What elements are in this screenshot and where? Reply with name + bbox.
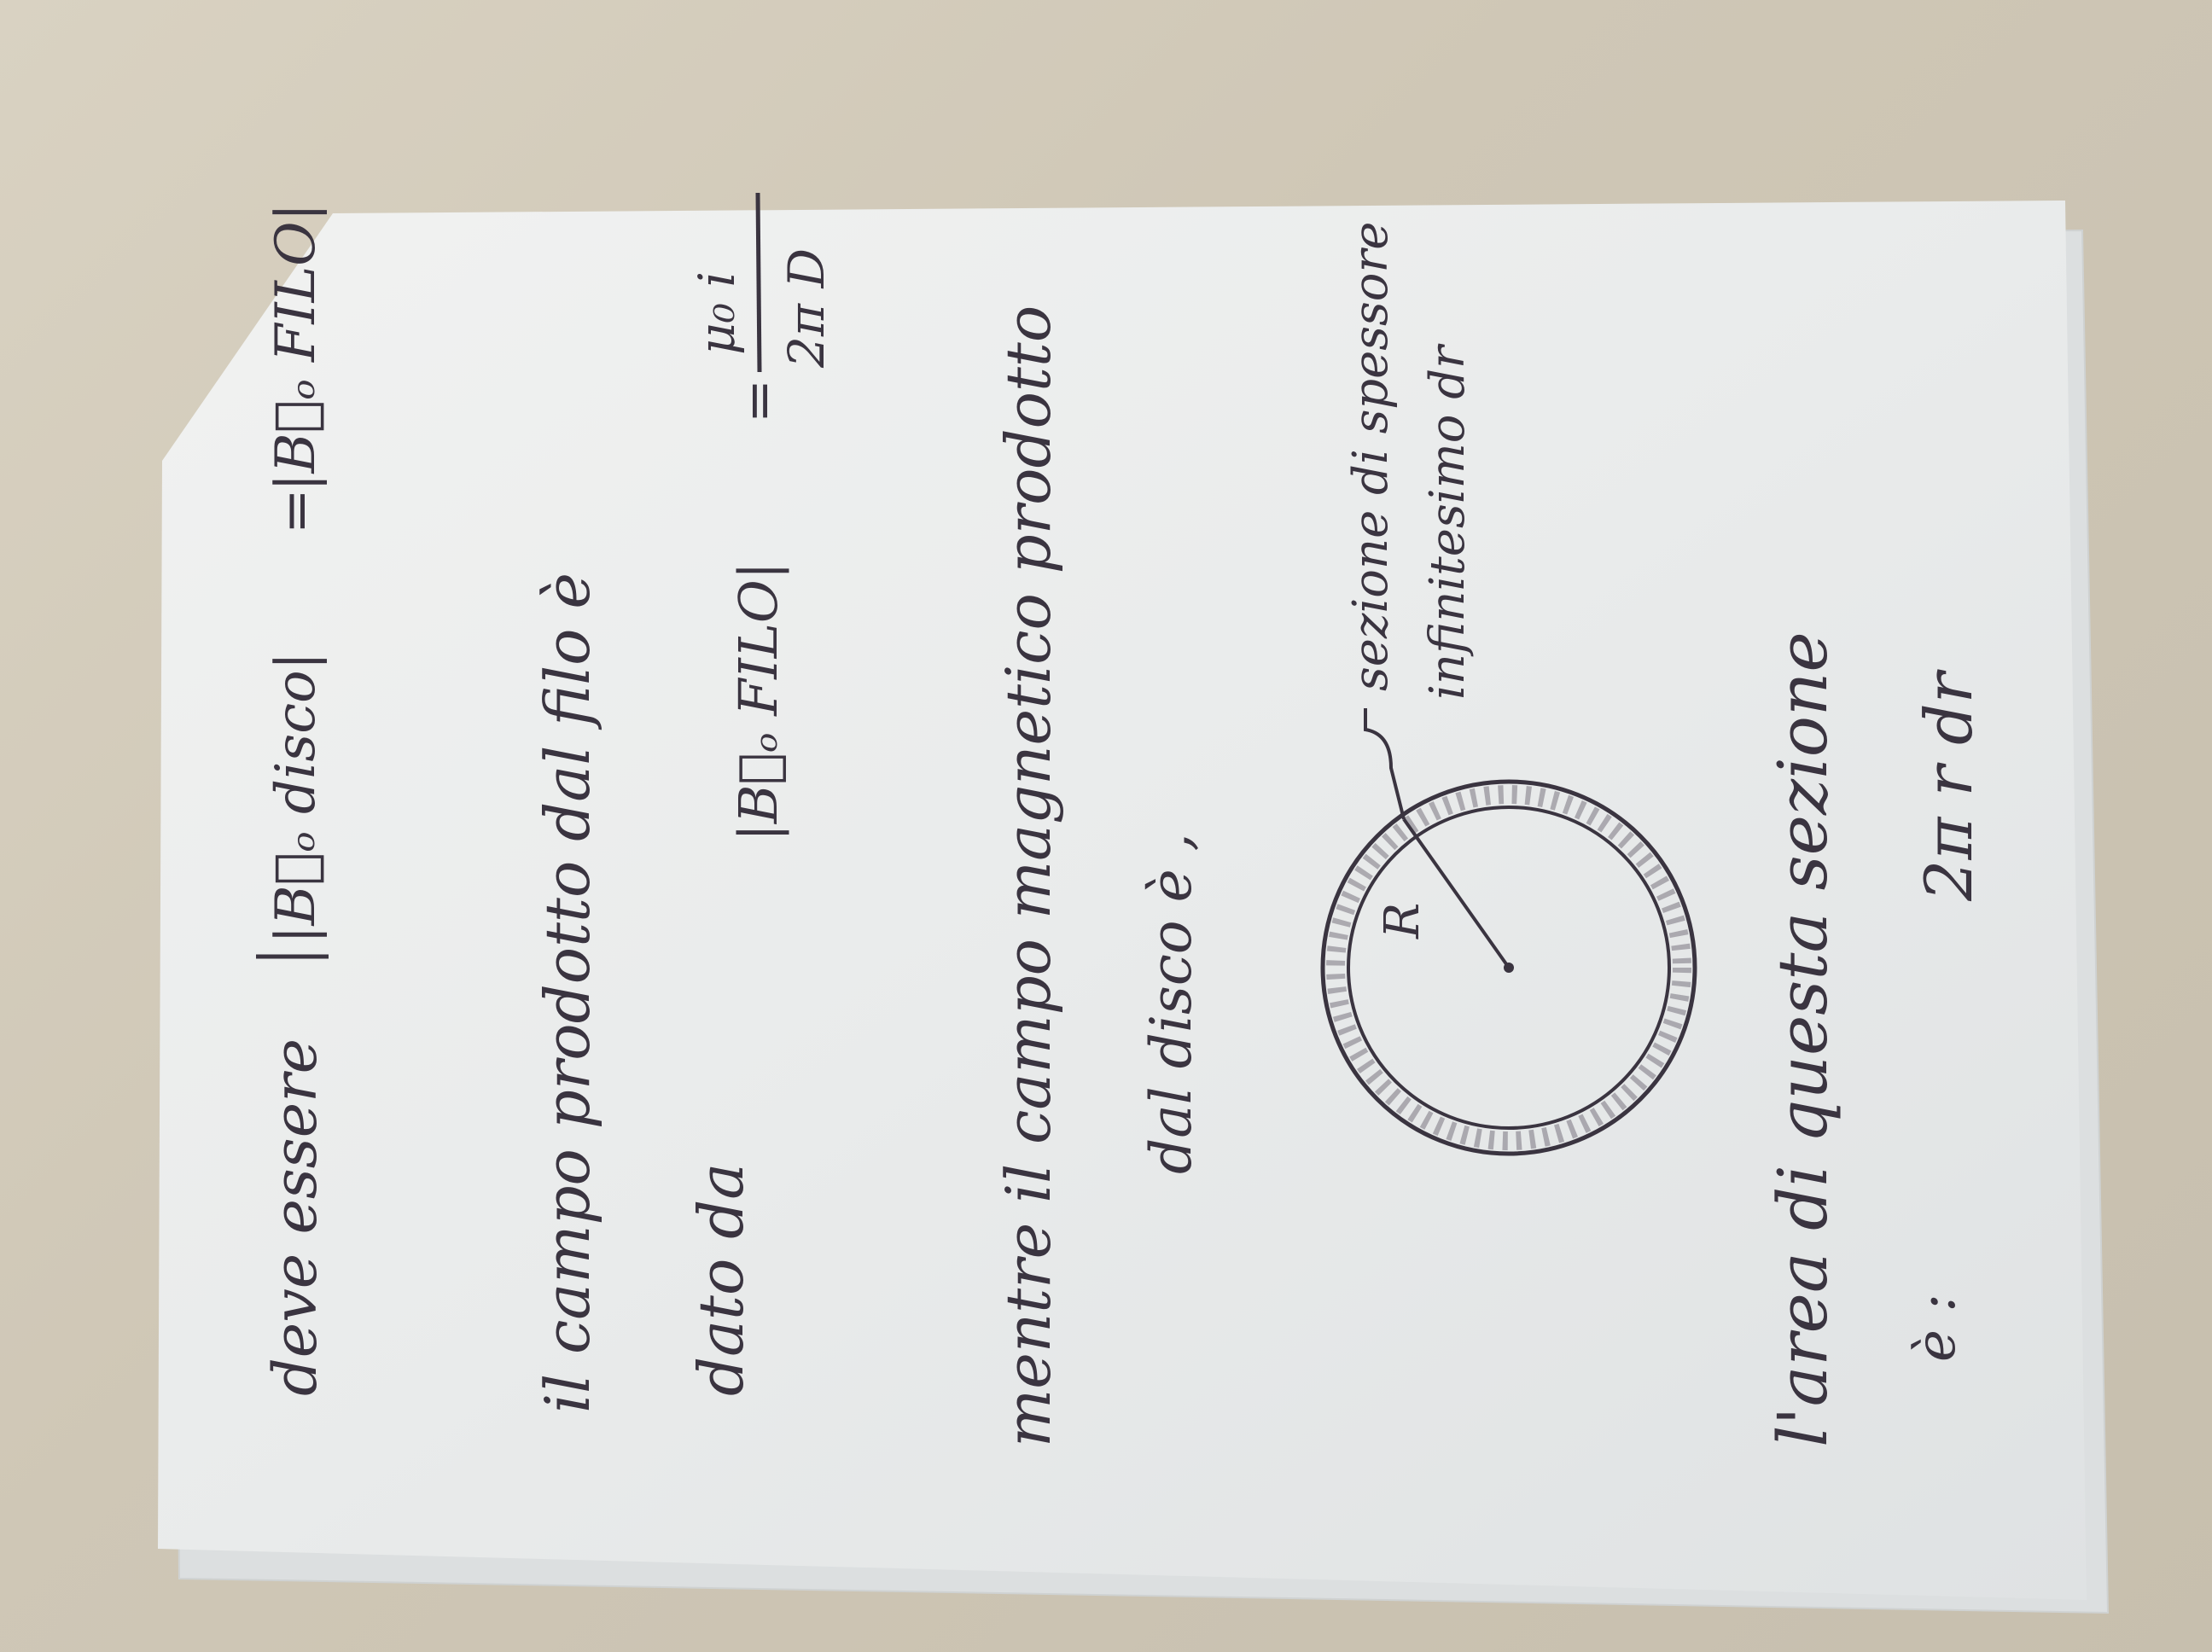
fraction-bar xyxy=(758,193,760,372)
fraction-denominator: 2π D xyxy=(777,248,835,368)
radius-label: R xyxy=(1375,902,1430,939)
line3-text: dato da xyxy=(685,1162,757,1396)
line1-text: deve essere xyxy=(260,1038,330,1396)
note-line-4: mentre il campo magnetico prodotto xyxy=(992,305,1064,1447)
line3-eq-left: |B⃗ₒ FILO| xyxy=(727,561,789,841)
note-line-7: è : xyxy=(1905,1294,1968,1362)
area-equation: 2π r dr xyxy=(1911,672,1987,901)
note-line-6: l'area di questa sezione xyxy=(1763,631,1842,1447)
note-line-5: dal disco è , xyxy=(1138,833,1204,1174)
line1-eq-right: |B⃗ₒ FILO| xyxy=(265,202,328,492)
line1-eq-left: |B⃗ₒ disco| xyxy=(265,651,328,944)
fraction-numerator: μ₀ i xyxy=(688,271,746,355)
section-label-2: infinitesimo dr xyxy=(1420,346,1476,700)
line3-eq-sign: = xyxy=(727,379,789,423)
note-line-2: il campo prodotto dal filo è xyxy=(532,572,603,1413)
note-line-1 xyxy=(256,203,330,1396)
line1-eq-sign: = xyxy=(265,488,328,534)
section-label-1: sezione di spessore xyxy=(1343,221,1399,691)
